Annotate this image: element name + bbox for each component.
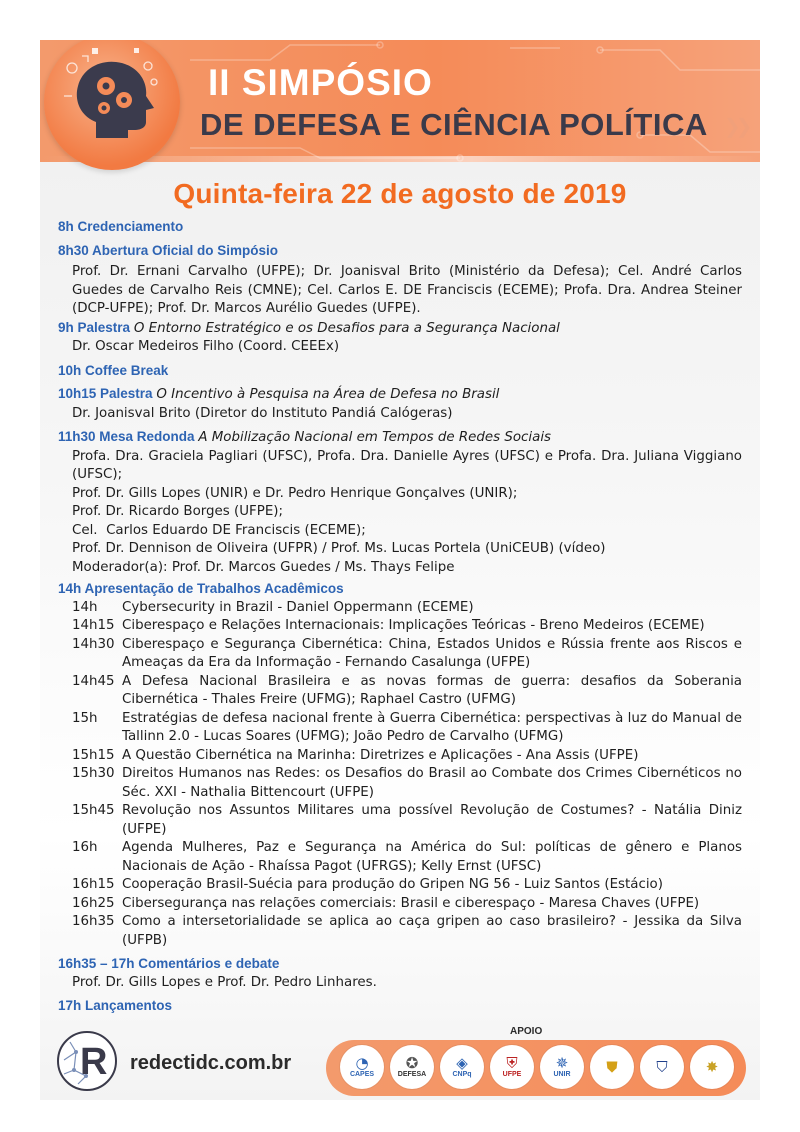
- mesa-line: Profa. Dra. Graciela Pagliari (UFSC), Profa. Dra. Danielle Ayres (UFSC) e Profa. Dra. Juliana Viggiano (UFSC);: [72, 448, 742, 482]
- credenciamento-heading: 8h Credenciamento: [58, 219, 184, 234]
- talk-desc: A Defesa Nacional Brasileira e as novas formas de guerra: desafios da Soberania Cibernética - Thales Freire (UFMG); Raphael Castro (UFMG): [122, 673, 742, 707]
- talk-desc: Agenda Mulheres, Paz e Segurança na América do Sul: políticas de gênero e Planos Nacionais de Ação - Rhaíssa Pagot (UFRGS); Kelly Ernst (UFSC): [122, 840, 742, 874]
- mesa-line: Prof. Dr. Ricardo Borges (UFPE);: [72, 504, 284, 519]
- abertura-text: Prof. Dr. Ernani Carvalho (UFPE); Dr. Joanisval Brito (Ministério da Defesa); Cel. André Carlos Guedes de Carvalho Reis (CMNE); Cel. Carlos E. DE Franciscis (ECEME); Profa. Dra. Andrea Steiner (DCP-UFPE); Prof. Dr. Marcos Aurélio Guedes (UFPE).: [72, 264, 742, 316]
- talk-desc: Revolução nos Assuntos Militares uma possível Revolução de Costumes? - Natália Diniz (UFPE): [122, 803, 742, 837]
- list-item: [58, 802, 742, 839]
- comentarios-text: Prof. Dr. Gills Lopes e Prof. Dr. Pedro Linhares.: [72, 974, 377, 990]
- talk-time: 16h35: [72, 914, 115, 929]
- brain-gears-icon: [44, 40, 180, 170]
- site-link[interactable]: redectidc.com.br: [130, 1052, 292, 1074]
- talk-desc: Estratégias de defesa nacional frente à Guerra Cibernética: perspectivas à luz do Manual de Tallinn 2.0 - Lucas Soares (UFMG); João Pedro de Carvalho (UFMG): [122, 710, 742, 744]
- list-item: [58, 599, 742, 618]
- svg-text:R: R: [80, 1041, 108, 1083]
- talk-desc: Cybersecurity in Brazil - Daniel Oppermann (ECEME): [122, 599, 474, 615]
- list-item: [58, 839, 742, 876]
- talk-time: 16h: [72, 840, 98, 855]
- talk-time: 14h30: [72, 636, 115, 652]
- list-item: [58, 913, 742, 950]
- talk-time: 14h: [72, 599, 98, 615]
- talk-time: 15h: [72, 710, 98, 726]
- talk-time: 14h15: [72, 618, 115, 633]
- palestra1-heading: [58, 319, 742, 339]
- title-line-2: DE DEFESA E CIÊNCIA POLÍTICA: [200, 107, 708, 142]
- date-title: Quinta-feira 22 de agosto de 2019: [173, 178, 627, 209]
- talk-time: 14h45: [72, 673, 115, 689]
- talk-time: 16h25: [72, 895, 115, 911]
- brain-head-logo: [44, 40, 180, 170]
- redectidc-logo-icon: [56, 1030, 118, 1092]
- mesa-time: 11h30 Mesa Redonda: [58, 429, 195, 444]
- mesa-line: Prof. Dr. Gills Lopes (UNIR) e Dr. Pedro Henrique Gonçalves (UNIR);: [72, 485, 518, 501]
- list-item: [58, 765, 742, 802]
- talk-desc: Cibersegurança nas relações comerciais: Brasil e ciberespaço - Maresa Chaves (UFPE): [122, 895, 700, 911]
- army-crest-icon: ✸: [690, 1045, 734, 1089]
- cmne-crest-icon: ⛊: [590, 1045, 634, 1089]
- defesa-crest-icon: ✪ DEFESA: [390, 1045, 434, 1089]
- comentarios-heading: 16h35 – 17h Comentários e debate: [58, 956, 280, 971]
- double-chevron-icon: ❯❯: [724, 114, 748, 138]
- coffee-heading: 10h Coffee Break: [58, 362, 169, 378]
- abertura-heading: 8h30 Abertura Oficial do Simpósio: [58, 242, 279, 258]
- list-item: [58, 617, 742, 636]
- mesa-line: Cel. Carlos Eduardo DE Franciscis (ECEME);: [72, 522, 366, 538]
- palestra2-title: O Incentivo à Pesquisa na Área de Defesa no Brasil: [156, 387, 500, 402]
- talk-time: 15h30: [72, 766, 115, 781]
- footer: [40, 1026, 760, 1100]
- lancamentos-heading: 17h Lançamentos: [58, 998, 173, 1013]
- eceme-crest-icon: ⛉: [640, 1045, 684, 1089]
- talk-time: 15h15: [72, 747, 115, 763]
- talk-desc: Cooperação Brasil-Suécia para produção do Gripen NG 56 - Luiz Santos (Estácio): [122, 877, 663, 892]
- palestra1-title: O Entorno Estratégico e os Desafios para a Segurança Nacional: [133, 320, 560, 336]
- poster: [40, 40, 760, 1100]
- mesa-heading: [58, 428, 742, 448]
- cnpq-icon: ◈ CNPq: [440, 1045, 484, 1089]
- talk-desc: Como a intersetorialidade se aplica ao caça gripen ao caso brasileiro? - Jessika da Silva (UFPB): [122, 914, 742, 948]
- talk-desc: Direitos Humanos nas Redes: os Desafios do Brasil ao Combate dos Crimes Cibernéticos no Séc. XXI - Nathalia Bittencourt (UFPE): [122, 766, 742, 800]
- unir-icon: ✵ UNIR: [540, 1045, 584, 1089]
- list-item: [58, 895, 742, 914]
- talk-time: 16h15: [72, 877, 115, 892]
- mesa-line: Moderador(a): Prof. Dr. Marcos Guedes / Ms. Thays Felipe: [72, 559, 455, 575]
- list-item: [58, 673, 742, 710]
- list-item: [58, 710, 742, 747]
- palestra1-speaker: Dr. Oscar Medeiros Filho (Coord. CEEEx): [72, 339, 340, 354]
- talk-desc: A Questão Cibernética na Marinha: Diretrizes e Aplicações - Ana Assis (UFPE): [122, 747, 639, 763]
- mesa-line: Prof. Dr. Dennison de Oliveira (UFPR) / Prof. Ms. Lucas Portela (UniCEUB) (vídeo): [72, 541, 606, 556]
- list-item: [58, 876, 742, 895]
- palestra2-speaker: Dr. Joanisval Brito (Diretor do Instituto Pandiá Calógeras): [72, 405, 453, 421]
- talk-desc: Ciberespaço e Segurança Cibernética: China, Estados Unidos e Rússia frente aos Riscos e Ameaças da Era da Informação - Fernando Casalunga (UFPE): [122, 636, 742, 670]
- list-item: [58, 636, 742, 673]
- trabalhos-list: [58, 599, 742, 951]
- title-line-1: II SIMPÓSIO: [208, 62, 433, 103]
- talk-desc: Ciberespaço e Relações Internacionais: Implicações Teóricas - Breno Medeiros (ECEME): [122, 618, 705, 633]
- program: [58, 218, 742, 1016]
- mesa-title: A Mobilização Nacional em Tempos de Redes Sociais: [198, 430, 552, 445]
- palestra2-heading: [58, 385, 742, 405]
- palestra1-time: 9h Palestra: [58, 319, 131, 335]
- ufpe-crest-icon: ⛨ UFPE: [490, 1045, 534, 1089]
- list-item: [58, 747, 742, 766]
- trabalhos-heading: 14h Apresentação de Trabalhos Acadêmicos: [58, 581, 344, 596]
- palestra2-time: 10h15 Palestra: [58, 386, 153, 401]
- capes-icon: ◔ CAPES: [340, 1045, 384, 1089]
- talk-time: 15h45: [72, 803, 115, 818]
- apoio-label: APOIO: [510, 1026, 543, 1037]
